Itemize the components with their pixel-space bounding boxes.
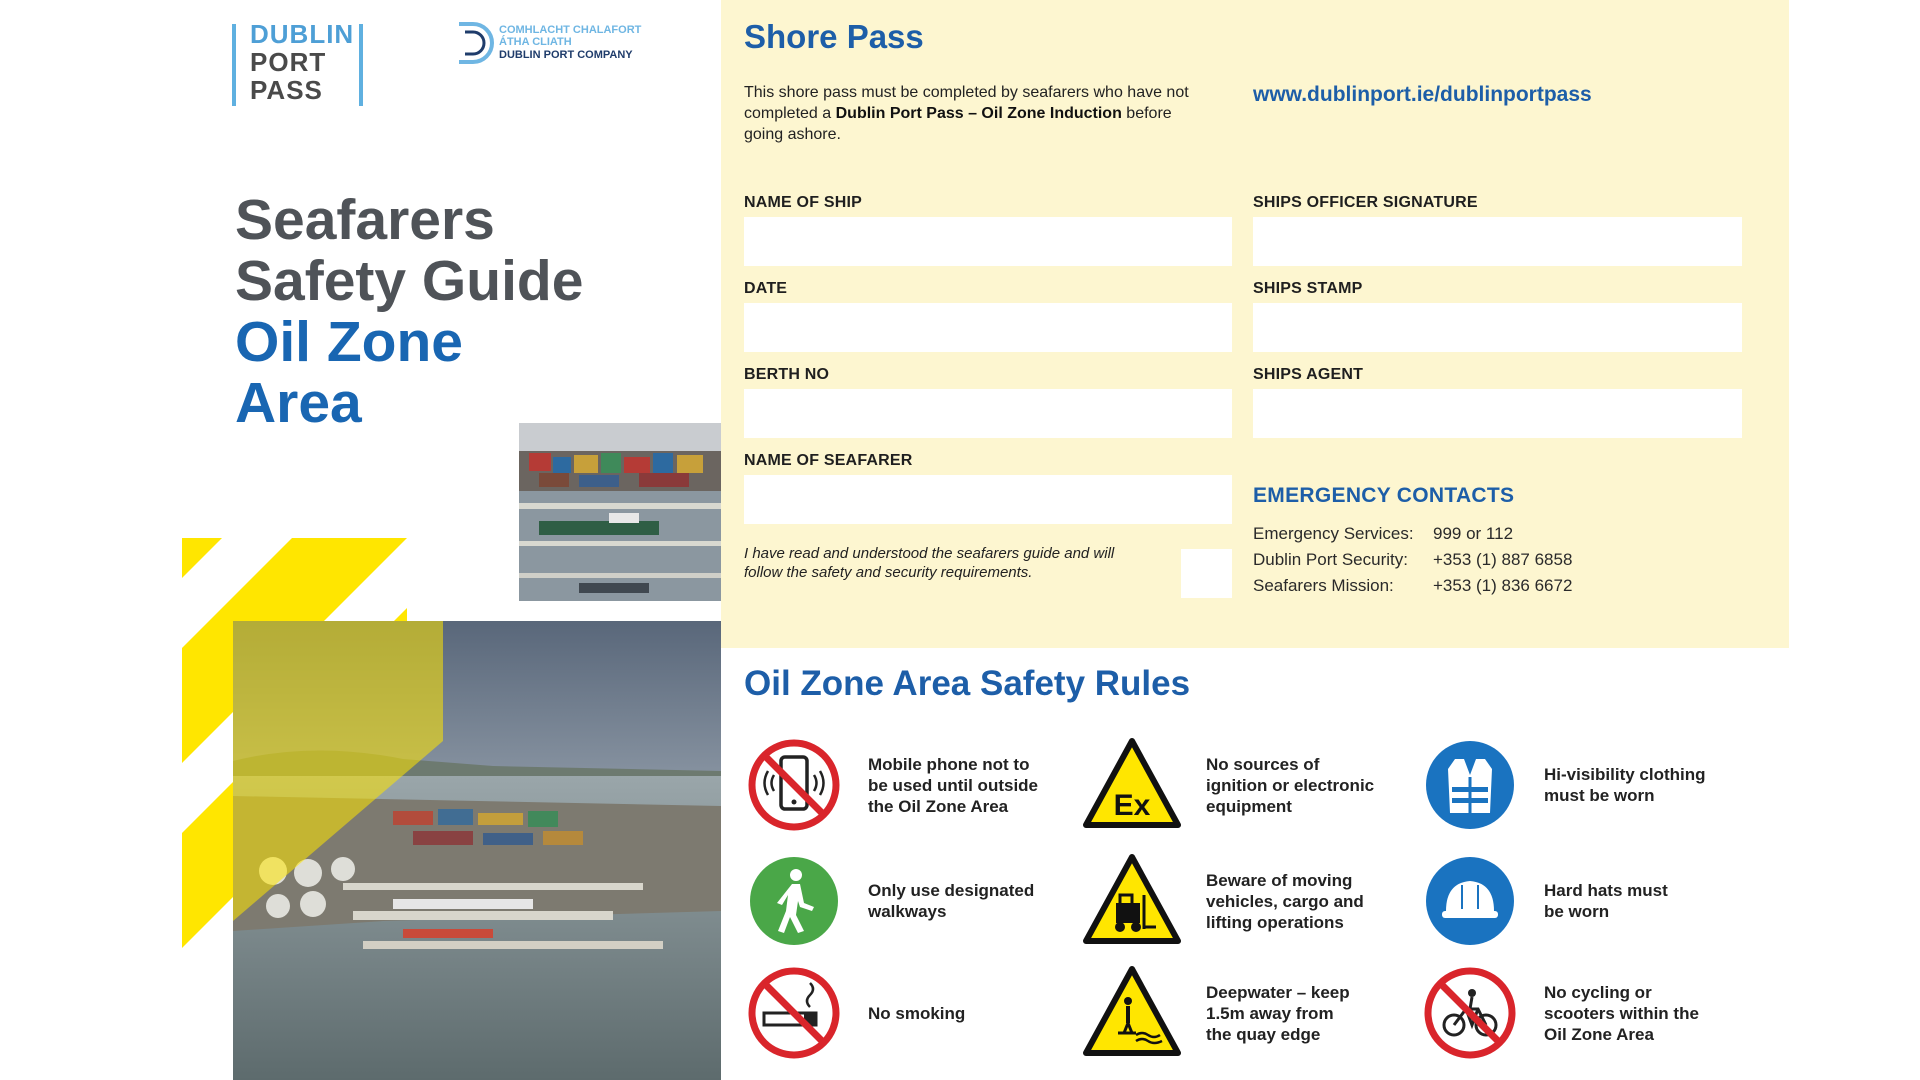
berth-no-input[interactable]: [744, 389, 1232, 438]
svg-text:Ex: Ex: [1113, 789, 1151, 822]
name-of-seafarer-input[interactable]: [744, 475, 1232, 524]
contact-number: +353 (1) 836 6672: [1433, 576, 1573, 595]
contact-row: [1253, 550, 1572, 570]
name-of-ship-label: NAME OF SHIP: [744, 194, 862, 211]
rule-text: No cycling or scooters within the Oil Zone Area: [1544, 982, 1699, 1044]
rule-item: [1082, 851, 1422, 951]
ships-stamp-label: SHIPS STAMP: [1253, 280, 1363, 297]
no-cycling-icon: [1420, 963, 1520, 1063]
walkway-icon: [744, 851, 844, 951]
rule-text: No smoking: [868, 1003, 966, 1023]
rule-text: Hi-visibility clothing must be worn: [1544, 765, 1706, 805]
contact-name: Seafarers Mission:: [1253, 576, 1394, 595]
rule-text: Deepwater – keep 1.5m away from the quay edge: [1206, 982, 1350, 1044]
contact-name: Emergency Services:: [1253, 524, 1414, 543]
no-mobile-phone-icon: [744, 735, 844, 835]
intro-text-end: before going ashore.: [744, 105, 1172, 143]
ships-agent-label: SHIPS AGENT: [1253, 366, 1364, 383]
hard-hat-icon: [1420, 851, 1520, 951]
rule-item: [1420, 851, 1760, 951]
forklift-warning-icon: [1082, 851, 1182, 951]
cover-title: [235, 190, 665, 434]
date-input[interactable]: [744, 303, 1232, 352]
shore-pass-intro: [744, 82, 1214, 145]
no-smoking-icon: [744, 963, 844, 1063]
rule-item: [1082, 963, 1422, 1063]
company-line-1: COMHLACHT CHALAFORT: [499, 24, 642, 36]
ships-officer-signature-input[interactable]: [1253, 217, 1742, 266]
dublin-port-pass-link[interactable]: www.dublinport.ie/dublinportpass: [1253, 83, 1592, 106]
berth-no-label: BERTH NO: [744, 366, 830, 383]
logo-line-1: DUBLIN: [250, 19, 355, 49]
rule-item: [744, 963, 1084, 1063]
logo-line-2: PORT: [250, 47, 327, 77]
intro-text-start: This shore pass must be completed by seafarers who have not completed a: [744, 84, 1189, 122]
emergency-contacts-title: EMERGENCY CONTACTS: [1253, 484, 1515, 507]
rule-item: [1420, 735, 1760, 835]
cover-title-line-1: Seafarers: [235, 188, 495, 252]
rule-text: Hard hats must be worn: [1544, 881, 1668, 921]
rule-text: Beware of moving vehicles, cargo and lifting operations: [1206, 870, 1364, 932]
name-of-seafarer-label: NAME OF SEAFARER: [744, 452, 913, 469]
company-line-2: ÁTHA CLIATH: [499, 36, 572, 48]
cover-title-line-4: Area: [235, 371, 362, 435]
contact-number: +353 (1) 887 6858: [1433, 550, 1573, 569]
rule-text: Only use designated walkways: [868, 881, 1035, 921]
dublin-port-pass-logo: [232, 20, 367, 110]
contact-row: [1253, 576, 1572, 596]
declaration-checkbox[interactable]: [1181, 549, 1232, 598]
ships-agent-input[interactable]: [1253, 389, 1742, 438]
cover-title-line-2: Safety Guide: [235, 249, 584, 313]
company-mark-icon: [455, 22, 495, 64]
rule-item: [744, 851, 1084, 951]
port-photo-aerial: [233, 621, 721, 1080]
rule-item: [1082, 735, 1422, 835]
cover-title-line-3: Oil Zone: [235, 310, 463, 374]
logo-line-3: PASS: [250, 75, 323, 105]
dublin-port-company-logo: [455, 22, 685, 66]
intro-text-bold: Dublin Port Pass – Oil Zone Induction: [835, 105, 1122, 122]
ships-stamp-input[interactable]: [1253, 303, 1742, 352]
contact-number: 999 or 112: [1433, 524, 1514, 543]
date-label: DATE: [744, 280, 788, 297]
deep-water-warning-icon: [1082, 963, 1182, 1063]
port-photo-small: [519, 423, 721, 601]
shore-pass-title: Shore Pass: [744, 18, 924, 55]
safety-rules-title: Oil Zone Area Safety Rules: [744, 664, 1191, 703]
contact-row: [1253, 524, 1513, 544]
contact-name: Dublin Port Security:: [1253, 550, 1408, 569]
explosive-atmosphere-icon: [1082, 735, 1182, 835]
company-line-3: DUBLIN PORT COMPANY: [499, 49, 633, 61]
ships-officer-signature-label: SHIPS OFFICER SIGNATURE: [1253, 194, 1478, 211]
rule-item: [1420, 963, 1760, 1063]
rule-text: No sources of ignition or electronic equipment: [1206, 754, 1375, 816]
hi-vis-vest-icon: [1420, 735, 1520, 835]
rule-text: Mobile phone not to be used until outside the Oil Zone Area: [868, 754, 1039, 816]
name-of-ship-input[interactable]: [744, 217, 1232, 266]
declaration-text: I have read and understood the seafarers guide and will follow the safety and security requirements.: [744, 545, 1115, 581]
shore-pass-panel: [721, 0, 1789, 648]
rule-item: [744, 735, 1084, 835]
